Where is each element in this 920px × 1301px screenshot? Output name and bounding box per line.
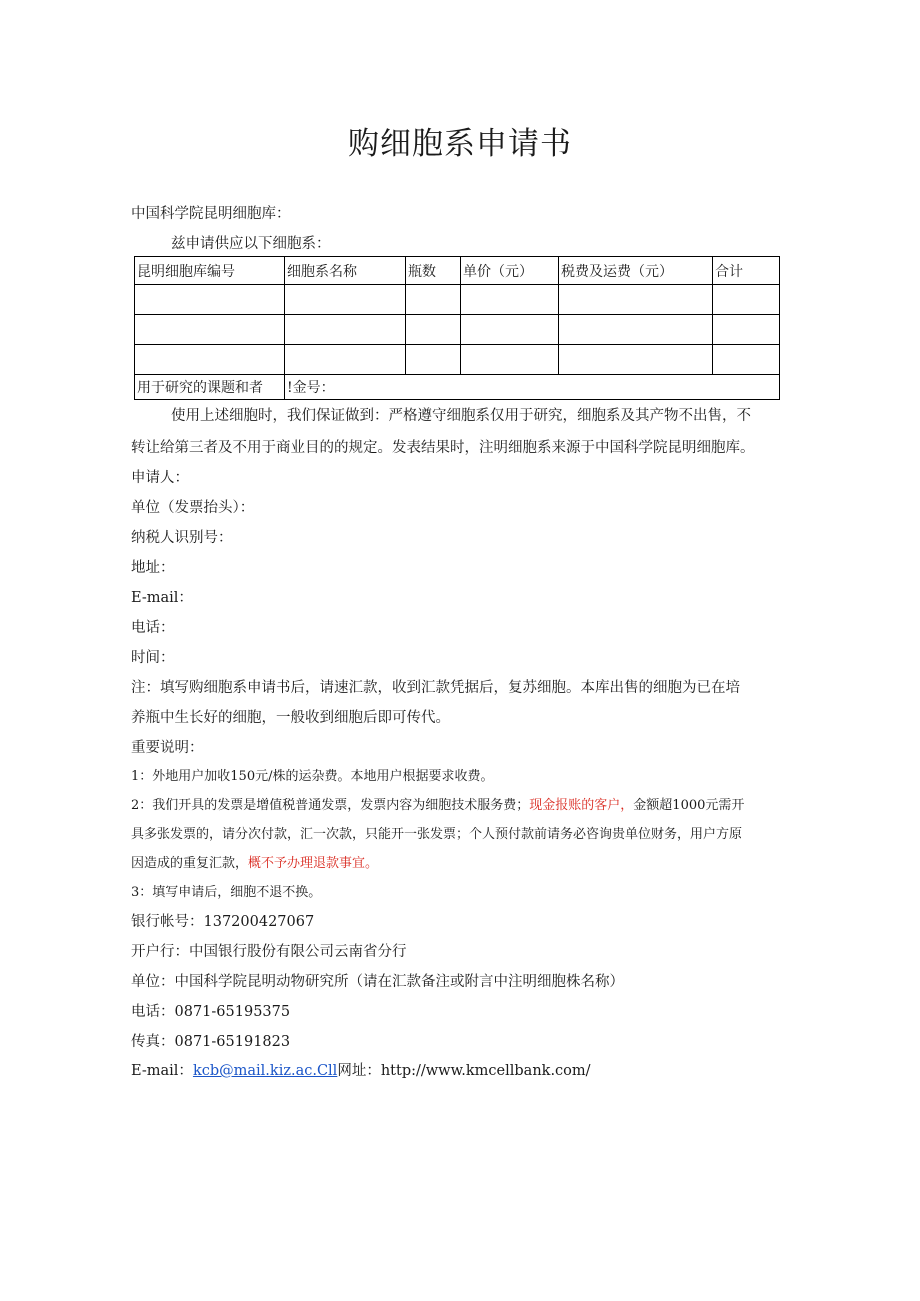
contact-phone: 电话：0871-65195375 xyxy=(131,1004,291,1020)
table-cell[interactable] xyxy=(713,315,780,345)
applicant-field: 申请人： xyxy=(131,470,189,486)
page-title: 购细胞系申请书 xyxy=(348,126,572,162)
item2-text: 因造成的重复汇款， xyxy=(131,856,249,871)
unit-field: 单位（发票抬头）： xyxy=(131,500,255,516)
table-cell[interactable] xyxy=(559,315,713,345)
intro-text: 兹申请供应以下细胞系： xyxy=(171,236,331,252)
note-line2: 养瓶中生长好的细胞，一般收到细胞后即可传代。 xyxy=(131,710,450,726)
table-cell[interactable] xyxy=(135,285,285,315)
table-cell[interactable] xyxy=(285,315,406,345)
email-field: E-mail： xyxy=(131,590,193,606)
table-cell[interactable] xyxy=(285,285,406,315)
fund-field[interactable]: !金号： xyxy=(285,375,780,400)
item2-red-text: 概不予办理退款事宜。 xyxy=(248,856,379,871)
table-cell[interactable] xyxy=(559,345,713,375)
table-cell[interactable] xyxy=(285,345,406,375)
phone-field: 电话： xyxy=(131,620,175,636)
contact-fax: 传真：0871-65191823 xyxy=(131,1034,291,1050)
table-cell[interactable] xyxy=(461,285,559,315)
table-cell[interactable] xyxy=(406,345,461,375)
table-header-row xyxy=(135,257,780,285)
address-field: 地址： xyxy=(131,560,175,576)
header-cell: 税费及运费（元） xyxy=(559,257,713,285)
table-cell[interactable] xyxy=(461,315,559,345)
table-cell[interactable] xyxy=(406,285,461,315)
header-cell: 细胞系名称 xyxy=(285,257,406,285)
purpose-row xyxy=(135,375,780,400)
header-cell: 单价（元） xyxy=(461,257,559,285)
table-row xyxy=(135,345,780,375)
table-cell[interactable] xyxy=(713,285,780,315)
important-item-2-line1 xyxy=(131,796,744,816)
contact-email-website xyxy=(131,1061,591,1081)
table-row xyxy=(135,315,780,345)
table-row xyxy=(135,285,780,315)
tax-id-field: 纳税人识别号： xyxy=(131,530,233,546)
header-cell: 昆明细胞库编号 xyxy=(135,257,285,285)
bank-account: 银行帐号：137200427067 xyxy=(131,914,315,930)
important-item-3: 3：填写申请后，细胞不退不换。 xyxy=(131,885,322,900)
guarantee-text-line2: 转让给第三者及不用于商业目的的规定。发表结果时，注明细胞系来源于中国科学院昆明细胞库。 xyxy=(131,440,755,456)
table-cell[interactable] xyxy=(135,315,285,345)
cell-order-table xyxy=(134,256,780,400)
item2-text: 金额超1000元需开 xyxy=(633,798,745,813)
guarantee-text-line1: 使用上述细胞时，我们保证做到：严格遵守细胞系仅用于研究，细胞系及其产物不出售，不 xyxy=(171,408,751,424)
bank-name: 开户行：中国银行股份有限公司云南省分行 xyxy=(131,944,407,960)
item2-text: 2：我们开具的发票是增值税普通发票，发票内容为细胞技术服务费； xyxy=(131,798,530,813)
time-field: 时间： xyxy=(131,650,175,666)
important-heading: 重要说明： xyxy=(131,740,204,756)
header-cell: 合计 xyxy=(713,257,780,285)
email-label: E-mail： xyxy=(131,1063,193,1079)
table-cell[interactable] xyxy=(713,345,780,375)
addressee: 中国科学院昆明细胞库： xyxy=(131,206,291,222)
email-link[interactable]: kcb@mail.kiz.ac.Cll xyxy=(192,1063,338,1079)
purpose-label: 用于研究的课题和者 xyxy=(135,375,285,400)
website-text: 网址：http://www.kmcellbank.com/ xyxy=(337,1063,591,1079)
table-cell[interactable] xyxy=(135,345,285,375)
header-cell: 瓶数 xyxy=(406,257,461,285)
note-line1: 注：填写购细胞系申请书后，请速汇款，收到汇款凭据后，复苏细胞。本库出售的细胞为已在培 xyxy=(131,680,740,696)
item2-red-text: 现金报账的客户， xyxy=(529,798,634,813)
important-item-2-line3 xyxy=(131,854,378,874)
bank-unit: 单位：中国科学院昆明动物研究所（请在汇款备注或附言中注明细胞株名称） xyxy=(131,974,624,990)
table-cell[interactable] xyxy=(559,285,713,315)
important-item-2-line2: 具多张发票的，请分次付款，汇一次款，只能开一张发票；个人预付款前请务必咨询贵单位财务，用户方原 xyxy=(131,827,743,842)
table-cell[interactable] xyxy=(406,315,461,345)
important-item-1: 1：外地用户加收150元/株的运杂费。本地用户根据要求收费。 xyxy=(131,769,494,784)
table-cell[interactable] xyxy=(461,345,559,375)
